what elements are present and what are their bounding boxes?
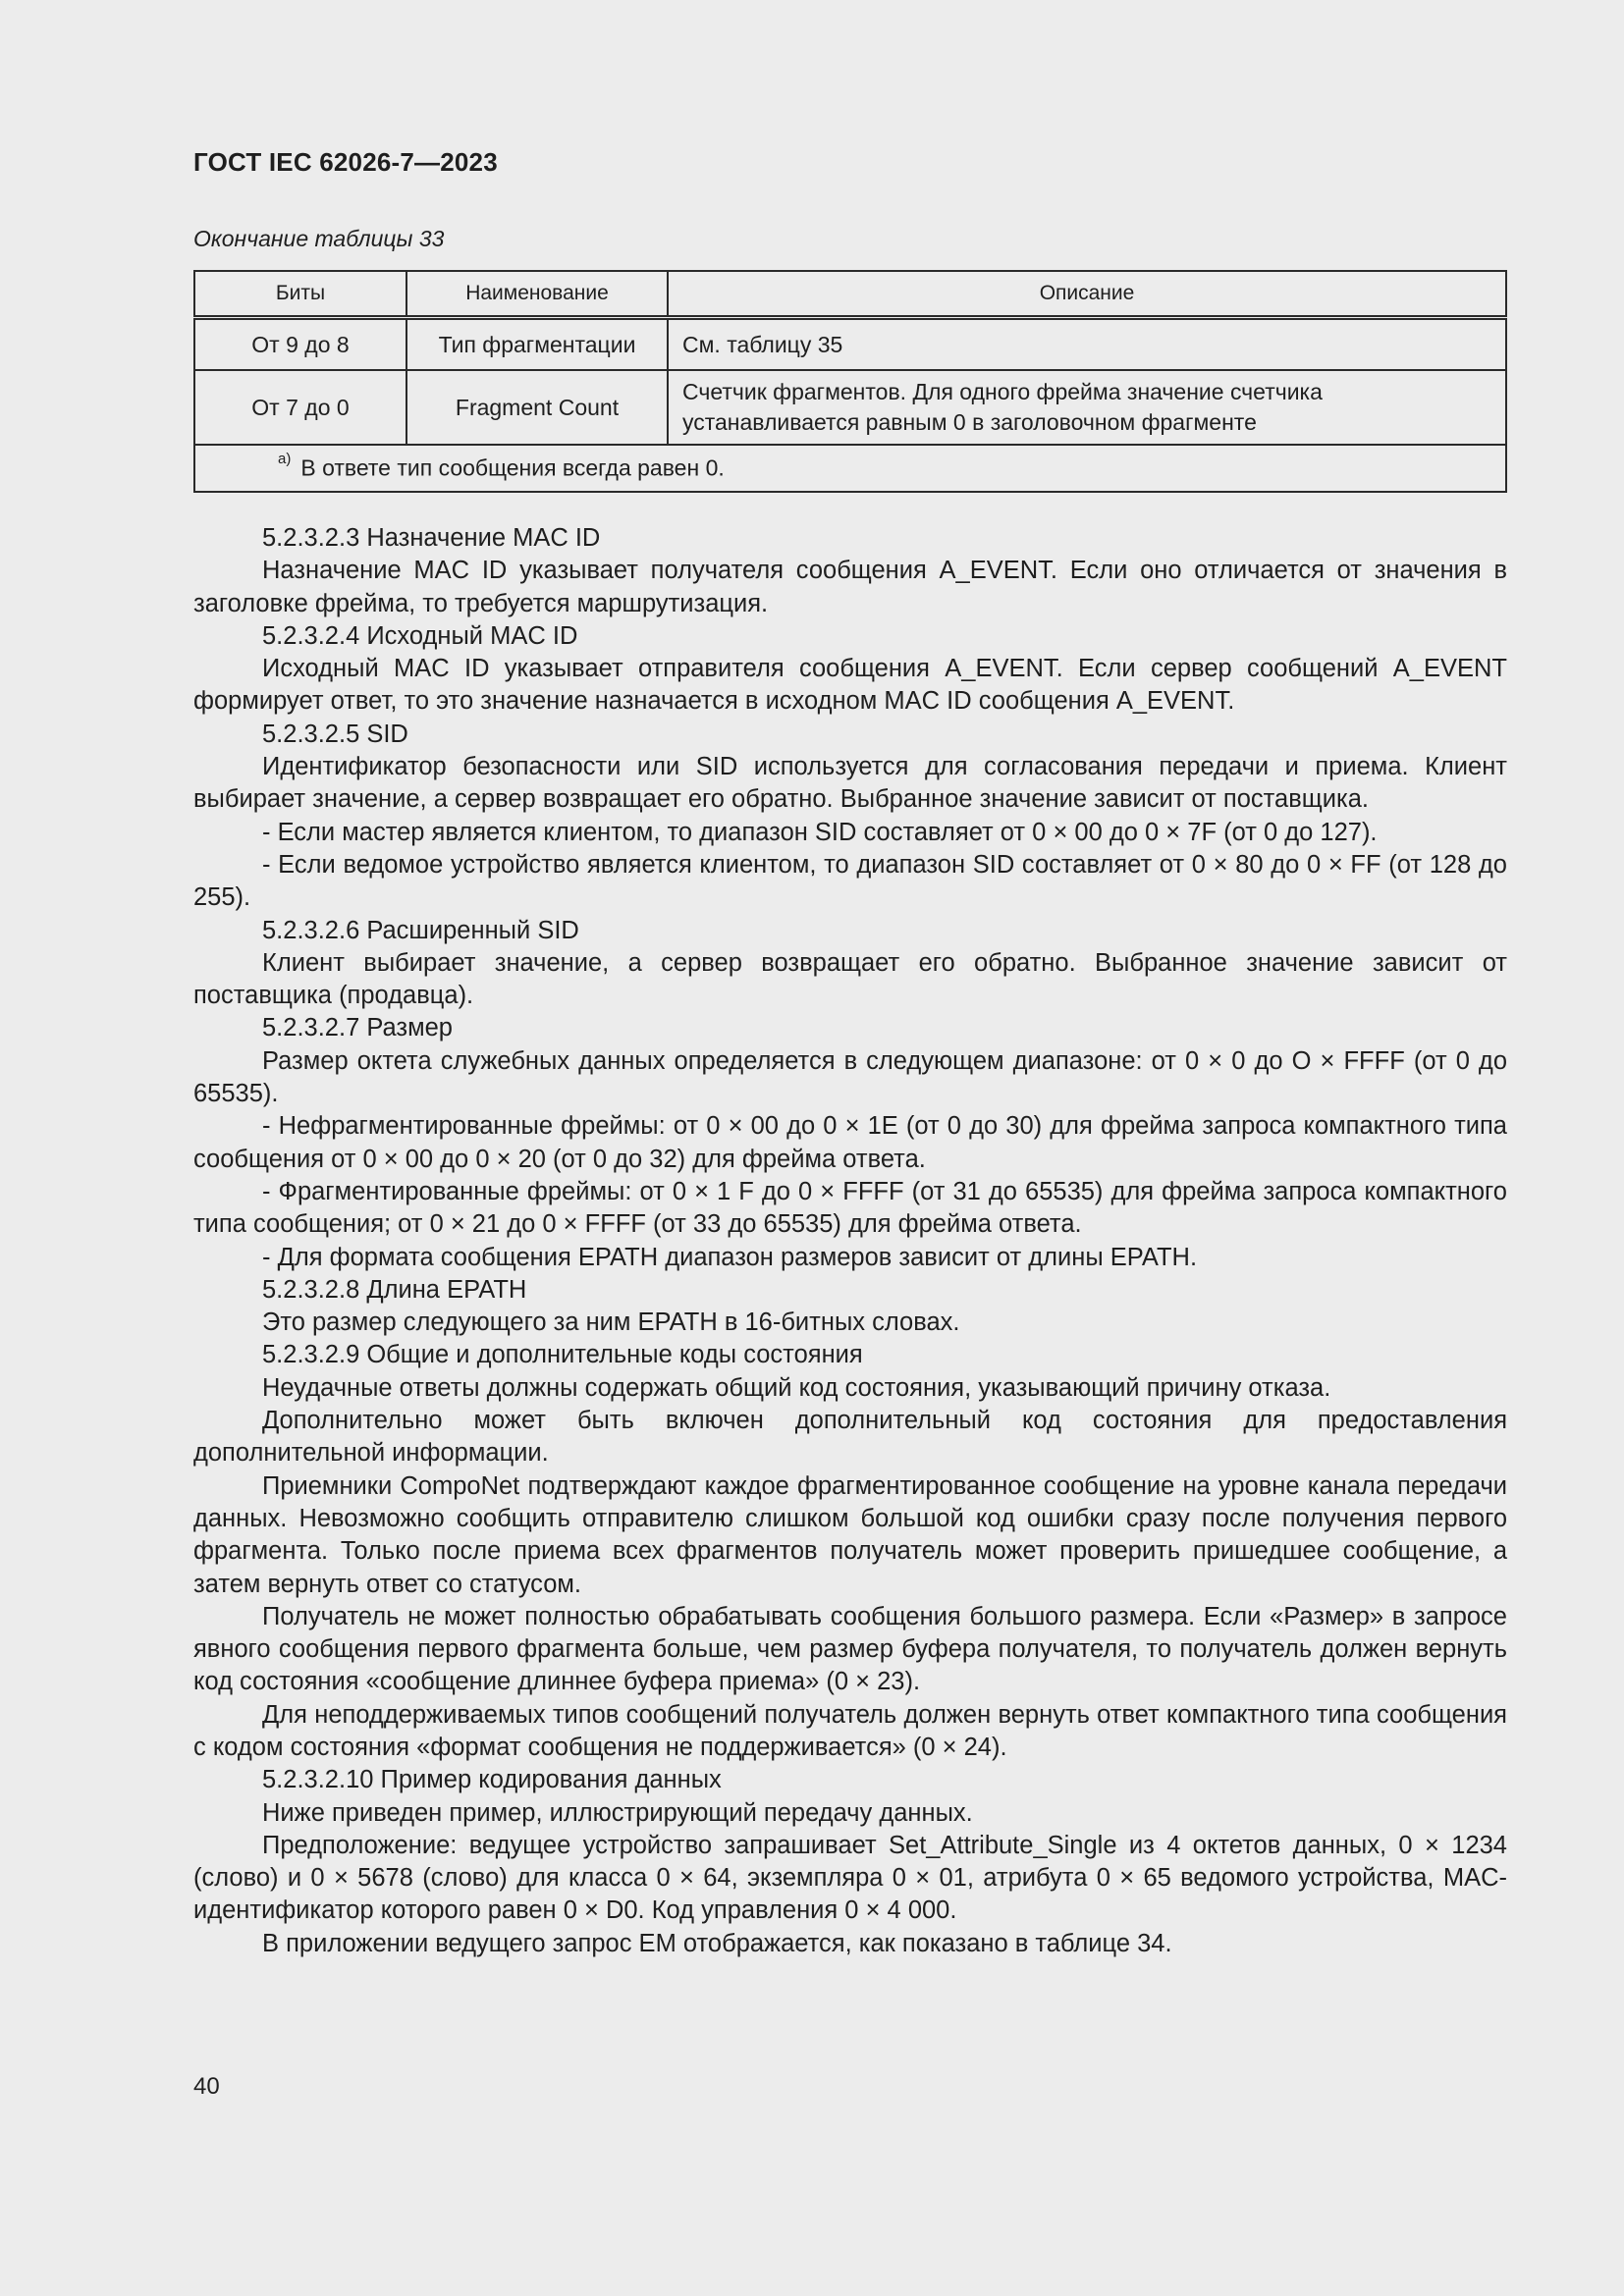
paragraph: Получатель не может полностью обрабатывать сообщения большого размера. Если «Размер» в запросе явного сообщения первого фрагмента больше, чем размер буфера получателя, то получатель должен вернуть код состояния «сообщение длиннее буфера приема» (0 × 23). [193,1602,1507,1696]
list-item: - Нефрагментированные фреймы: от 0 × 00 до 0 × 1E (от 0 до 30) для фрейма запроса компактного типа сообщения от 0 × 00 до 0 × 20 (от 0 до 32) для фрейма ответа. [193,1112,1507,1173]
paragraph: Для неподдерживаемых типов сообщений получатель должен вернуть ответ компактного типа сообщения с кодом состояния «формат сообщения не поддерживается» (0 × 24). [193,1700,1507,1761]
footnote-text: В ответе тип сообщения всегда равен 0. [300,454,725,481]
list-item: - Если мастер является клиентом, то диапазон SID составляет от 0 × 00 до 0 × 7F (от 0 до 127). [262,818,1378,846]
paragraph: Ниже приведен пример, иллюстрирующий передачу данных. [262,1798,973,1827]
section-heading: 5.2.3.2.6 Расширенный SID [262,916,579,944]
table-header-row [194,271,1506,318]
body-text [193,522,1507,1960]
paragraph: В приложении ведущего запрос EM отображается, как показано в таблице 34. [262,1929,1172,1957]
column-header-name: Наименование [406,271,668,318]
column-header-bits: Биты [194,271,406,318]
table-caption: Окончание таблицы 33 [193,226,445,251]
table-row [194,370,1506,445]
list-item: - Фрагментированные фреймы: от 0 × 1 F до 0 × FFFF (от 31 до 65535) для фрейма запроса компактного типа сообщения; от 0 × 21 до 0 × FFFF (от 33 до 65535) для фрейма ответа. [193,1177,1507,1239]
document-header: ГОСТ IEC 62026-7—2023 [193,147,498,177]
section-heading: 5.2.3.2.5 SID [262,720,408,748]
cell-name: Fragment Count [406,370,668,445]
section-heading: 5.2.3.2.10 Пример кодирования данных [262,1766,722,1794]
section-heading: 5.2.3.2.4 Исходный MAC ID [262,621,578,650]
list-item: - Для формата сообщения EPATH диапазон размеров зависит от длины EPATH. [262,1243,1198,1271]
section-heading: 5.2.3.2.9 Общие и дополнительные коды состояния [262,1341,863,1369]
paragraph: Клиент выбирает значение, а сервер возвращает его обратно. Выбранное значение зависит от поставщика (продавца). [193,948,1507,1010]
paragraph: Размер октета служебных данных определяется в следующем диапазоне: от 0 × 0 до O × FFFF (от 0 до 65535). [193,1046,1507,1108]
paragraph: Дополнительно может быть включен дополнительный код состояния для предоставления дополнительной информации. [193,1407,1507,1468]
column-header-description: Описание [668,271,1506,318]
section-heading: 5.2.3.2.7 Размер [262,1014,453,1042]
section-heading: 5.2.3.2.3 Назначение MAC ID [262,524,601,552]
paragraph: Приемники CompoNet подтверждают каждое фрагментированное сообщение на уровне канала передачи данных. Невозможно сообщить отправителю слишком большой код ошибки сразу после получения первого фрагмента. Только после приема всех фрагментов получатель может проверить пришедшее сообщение, а затем вернуть ответ со статусом. [193,1471,1507,1598]
cell-description: См. таблицу 35 [668,318,1506,371]
footnote-mark: a) [278,451,292,468]
paragraph: Исходный MAC ID указывает отправителя сообщения A_EVENT. Если сервер сообщений A_EVENT формирует ответ, то это значение назначается в исходном MAC ID сообщения A_EVENT. [193,655,1507,716]
list-item: - Если ведомое устройство является клиентом, то диапазон SID составляет от 0 × 80 до 0 × FF (от 128 до 255). [193,850,1507,912]
table-footnote-cell [194,445,1506,492]
table-footnote-row [194,445,1506,492]
paragraph: Назначение MAC ID указывает получателя сообщения A_EVENT. Если оно отличается от значения в заголовке фрейма, то требуется маршрутизация. [193,557,1507,617]
cell-description: Счетчик фрагментов. Для одного фрейма значение счетчика устанавливается равным 0 в заголовочном фрагменте [668,370,1506,445]
cell-bits: От 7 до 0 [194,370,406,445]
cell-name: Тип фрагментации [406,318,668,371]
paragraph: Предположение: ведущее устройство запрашивает Set_Attribute_Single из 4 октетов данных, 0 × 1234 (слово) и 0 × 5678 (слово) для класса 0 × 64, экземпляра 0 × 01, атрибута 0 × 65 ведомого устройства, MAC-идентификатор которого равен 0 × D0. Код управления 0 × 4 000. [193,1831,1507,1925]
cell-bits: От 9 до 8 [194,318,406,371]
table-row [194,318,1506,371]
paragraph: Это размер следующего за ним EPATH в 16-битных словах. [262,1308,960,1337]
paragraph: Неудачные ответы должны содержать общий код состояния, указывающий причину отказа. [262,1373,1331,1402]
page-number: 40 [193,2073,220,2100]
paragraph: Идентификатор безопасности или SID используется для согласования передачи и приема. Клиент выбирает значение, а сервер возвращает его обратно. Выбранное значение зависит от поставщика. [193,753,1507,814]
table-33 [193,270,1507,493]
section-heading: 5.2.3.2.8 Длина EPATH [262,1275,527,1304]
